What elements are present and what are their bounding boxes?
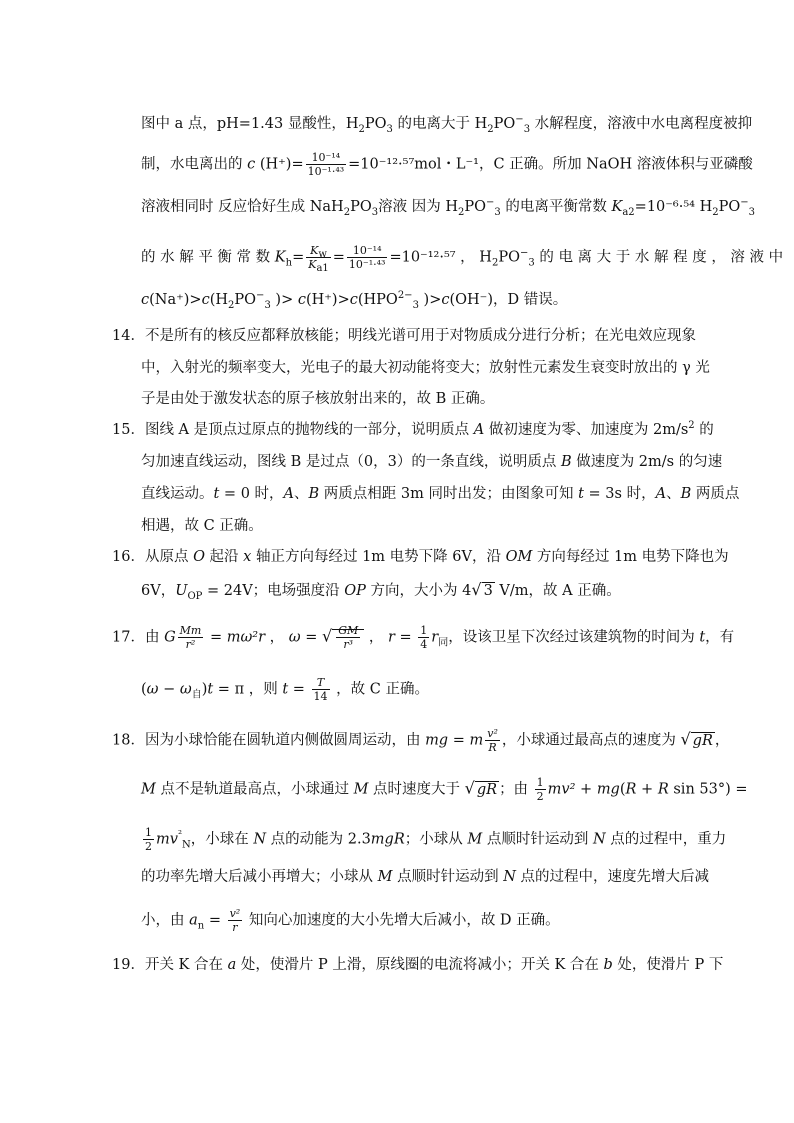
italic: M	[377, 869, 393, 885]
italic: c	[297, 292, 306, 308]
text: 制，水电离出的	[141, 156, 248, 173]
text: PO	[350, 199, 372, 215]
sub: a1	[316, 263, 329, 275]
sup: −	[515, 114, 524, 126]
p18-line-2	[141, 776, 748, 803]
text: (H⁺)=	[255, 156, 304, 173]
italic: K	[611, 199, 623, 215]
text: 点的动能为 2.3	[266, 831, 371, 848]
text: ，	[714, 732, 730, 749]
text: 小，由	[141, 912, 190, 929]
italic: K	[310, 244, 319, 257]
p17-line-2	[141, 676, 429, 703]
text: 的 电 离 大 于 水 解 程 度 ， 溶 液 中	[534, 249, 784, 266]
text: PO	[364, 116, 387, 132]
italic: a	[227, 957, 237, 973]
denominator: 14	[313, 690, 328, 703]
text: 、	[294, 486, 309, 502]
text: 处，使滑片 P 上滑，原线圈的电流将减小；开关 K 合在	[236, 957, 604, 973]
sub: 2	[228, 299, 235, 311]
text: 由	[144, 629, 165, 646]
italic: OP	[344, 583, 366, 599]
p15-line-3	[141, 484, 739, 504]
sub: 自	[191, 689, 202, 701]
italic: t	[699, 629, 706, 646]
text: 从原点	[144, 549, 194, 565]
italic: t	[207, 681, 214, 698]
text: = π ，则	[213, 681, 283, 698]
fraction	[306, 244, 331, 275]
italic: t	[213, 486, 220, 502]
p15-line-1	[112, 420, 714, 440]
text: PO	[464, 199, 487, 215]
text: ，有	[705, 629, 735, 646]
sub: 3	[386, 123, 393, 135]
italic: ω	[179, 681, 192, 698]
sup: 2	[688, 420, 695, 432]
italic: R	[625, 781, 637, 798]
text: =10⁻¹²·⁵⁷ ， H	[389, 249, 492, 266]
italic: b	[603, 957, 613, 973]
sup: −	[486, 197, 495, 209]
text: 点的过程中，速度先增大后减	[515, 869, 709, 885]
fraction	[336, 624, 360, 651]
italic: mg	[596, 781, 620, 798]
text: 、	[666, 486, 681, 502]
question-number: 19．	[112, 957, 145, 973]
sub: 2	[457, 206, 465, 218]
text: PO	[718, 199, 741, 215]
text: ，故 C 正确。	[331, 681, 429, 698]
sup: −	[256, 290, 265, 302]
italic: G	[164, 629, 176, 646]
numerator: v²	[487, 727, 498, 740]
text: 点顺时针运动到	[482, 831, 593, 848]
text: 开关 K 合在	[144, 957, 228, 973]
italic: r	[387, 629, 395, 646]
sub: 2	[491, 257, 499, 269]
numerator: 1	[536, 776, 544, 789]
italic: c	[441, 292, 450, 308]
text: 点的过程中，重力	[605, 831, 727, 848]
text: 起沿	[204, 549, 244, 565]
denominator: 10⁻¹·⁴³	[307, 165, 345, 178]
italic: U	[175, 583, 188, 599]
denominator: R	[488, 741, 497, 754]
text: = 24V；电场强度沿	[202, 583, 345, 599]
radicand: gR	[476, 781, 498, 798]
p13-line-5	[141, 290, 567, 310]
text: 点不是轨道最高点，小球通过	[155, 781, 354, 798]
numerator: GM	[338, 624, 359, 637]
p18-line-3	[141, 826, 726, 853]
sup: −	[740, 197, 749, 209]
italic: O	[193, 549, 205, 565]
italic: B	[308, 486, 320, 502]
text: (	[619, 781, 626, 798]
text: +	[636, 781, 658, 798]
text: 点时速度大于	[368, 781, 465, 798]
question-number: 16．	[112, 549, 145, 565]
text: 的功率先增大后减小再增大；小球从	[141, 869, 378, 885]
p13-line-2	[141, 151, 753, 178]
sub: w	[318, 249, 327, 261]
p14-line-2: 中，入射光的频率变大，光电子的最大初动能将变大；放射性元素发生衰变时放出的 γ 光	[141, 360, 710, 376]
sub: 3	[528, 257, 535, 269]
text: V/m，故 A 正确。	[494, 583, 621, 599]
fraction	[143, 826, 154, 853]
p16-line-1	[112, 547, 729, 567]
italic: mv²	[547, 781, 576, 798]
sub: 同	[438, 637, 449, 649]
text: ，小球通过最高点的速度为	[501, 732, 681, 749]
text: =	[332, 249, 345, 266]
fraction	[228, 907, 243, 934]
text: 图线 A 是顶点过原点的抛物线的一部分，说明质点	[144, 422, 474, 438]
denominator: 2	[536, 790, 544, 803]
sub: a2	[622, 206, 635, 218]
sup: ²	[177, 829, 182, 841]
text: =10⁻¹²·⁵⁷mol・L⁻¹，C 正确。所加 NaOH 溶液体积与亚磷酸	[348, 156, 753, 173]
p14-line-3: 子是由处于激发状态的原子核放射出来的，故 B 正确。	[141, 391, 495, 407]
sup: 2−	[397, 290, 413, 302]
numerator: Mm	[179, 624, 202, 637]
text: =	[204, 912, 226, 929]
question-number: 15．	[112, 422, 145, 438]
text: 的电离大于 H	[392, 116, 488, 132]
p13-line-1	[141, 114, 752, 134]
denominator: r³	[343, 638, 354, 651]
numerator: 10⁻¹⁴	[347, 244, 388, 258]
question-number: 18．	[112, 732, 145, 749]
text: )	[201, 681, 208, 698]
italic: A	[655, 486, 667, 502]
text: PO	[493, 116, 516, 132]
text: = 0 时，	[219, 486, 284, 502]
sub: n	[197, 920, 205, 932]
text: 的	[694, 422, 714, 438]
sub: 3	[494, 206, 501, 218]
sub: 3	[412, 299, 419, 311]
italic: N	[253, 831, 267, 848]
text: ，小球在	[190, 831, 254, 848]
fraction	[306, 151, 347, 178]
text: =	[288, 681, 310, 698]
text: 做速度为 2m/s 的匀速	[571, 454, 723, 470]
numerator: v²	[229, 907, 241, 920]
sqrt-sign: √	[464, 778, 475, 798]
text: =10⁻⁶·⁵⁴ H	[634, 199, 713, 215]
italic: A	[473, 422, 485, 438]
p19-line-1	[112, 955, 723, 975]
italic: mgR	[370, 831, 405, 848]
text: ；由	[499, 781, 533, 798]
p17-line-1	[112, 624, 734, 651]
sqrt-sign: √	[321, 626, 333, 646]
text: sin 53°) =	[668, 781, 748, 798]
p14-line-1	[112, 326, 696, 346]
fraction	[418, 624, 429, 651]
sqrt-sign: √	[680, 729, 691, 749]
text: =	[292, 249, 305, 266]
text: =	[300, 629, 322, 646]
text: 因为小球恰能在圆轨道内侧做圆周运动，由	[144, 732, 426, 749]
text: (	[141, 681, 147, 698]
italic: N	[592, 831, 606, 848]
p18-line-4	[141, 867, 709, 887]
sub: N	[181, 839, 191, 851]
text: 溶液相同时 反应恰好生成 NaH	[141, 199, 344, 215]
text: =	[205, 629, 227, 646]
question-number: 17．	[112, 629, 145, 646]
text: = 3s 时，	[583, 486, 656, 502]
italic: t	[578, 486, 584, 502]
text: 点顺时针运动到	[392, 869, 504, 885]
text: 溶液 因为 H	[378, 199, 458, 215]
sub: 3	[748, 206, 756, 218]
text: PO	[498, 249, 520, 266]
italic: A	[283, 486, 295, 502]
italic: B	[560, 454, 572, 470]
sqrt-sign: √	[471, 580, 482, 599]
text: (OH⁻)，D 错误。	[449, 292, 568, 308]
text: 两质点	[691, 486, 740, 502]
italic: R	[657, 781, 669, 798]
italic: c	[349, 292, 358, 308]
numerator: 1	[420, 624, 428, 637]
italic: c	[247, 156, 256, 173]
text: 方向，大小为 4	[365, 583, 472, 599]
sub: h	[285, 257, 293, 269]
numerator: T	[312, 676, 330, 690]
italic: c	[201, 292, 210, 308]
text: ，	[364, 629, 388, 646]
fraction	[178, 624, 204, 651]
text: (HPO	[357, 292, 398, 308]
text: 不是所有的核反应都释放核能；明线光谱可用于对物质成分进行分析；在光电效应现象	[144, 328, 696, 344]
text: 6V，	[141, 583, 176, 599]
sub: 2	[712, 206, 719, 218]
text: PO	[234, 292, 257, 308]
text: 的电离平衡常数	[500, 199, 612, 215]
italic: ω	[146, 681, 159, 698]
text: −	[158, 681, 180, 698]
sub: 2	[343, 206, 351, 218]
italic: mg	[425, 732, 449, 749]
sub: 3	[264, 299, 271, 311]
text: 方向每经过 1m 电势下降也为	[532, 549, 729, 565]
text: 做初速度为零、加速度为 2m/s	[484, 422, 689, 438]
text: 知向心加速度的大小先增大后减小，故 D 正确。	[244, 912, 560, 929]
text: 直线运动。	[141, 486, 214, 502]
sub: 3	[523, 123, 531, 135]
numerator: 10⁻¹⁴	[306, 151, 347, 165]
denominator: 10⁻¹·⁴³	[348, 258, 386, 271]
p13-line-3	[141, 197, 755, 217]
denominator: r	[232, 921, 238, 934]
italic: ω	[288, 629, 301, 646]
p18-line-1	[112, 727, 729, 754]
italic: r	[431, 629, 439, 646]
text: 水解程度，溶液中水电离程度被抑	[530, 116, 753, 132]
text: 两质点相距 3m 同时出发；由图象可知	[319, 486, 579, 502]
fraction	[535, 776, 546, 803]
radicand: gR	[692, 732, 713, 749]
numerator	[306, 244, 331, 261]
fraction	[347, 244, 388, 271]
text: 的 水 解 平 衡 常 数	[141, 249, 275, 266]
text: ；小球从	[404, 831, 468, 848]
text: =	[394, 629, 417, 646]
fraction	[485, 727, 500, 754]
text: )>	[418, 292, 442, 308]
italic: K	[274, 249, 286, 266]
text: (H	[209, 292, 229, 308]
p15-line-4: 相遇，故 C 正确。	[141, 518, 263, 534]
text: 匀加速直线运动，图线 B 是过点（0，3）的一条直线，说明质点	[141, 454, 561, 470]
text: 处，使滑片 P 下	[612, 957, 724, 973]
text: ，设该卫星下次经过该建筑物的时间为	[448, 629, 700, 646]
sub: 3	[371, 206, 379, 218]
radicand	[332, 624, 364, 651]
p15-line-2	[141, 452, 722, 472]
italic: M	[467, 831, 483, 848]
italic: M	[141, 781, 156, 798]
sup: −	[519, 247, 529, 259]
italic: mω²r	[226, 629, 266, 646]
numerator: 1	[145, 826, 152, 839]
italic: c	[141, 292, 150, 308]
text: 图中 a 点，pH=1.43 显酸性，H	[141, 116, 359, 132]
italic: M	[353, 781, 369, 798]
radicand: 3	[483, 583, 493, 599]
italic: t	[282, 681, 289, 698]
italic: x	[243, 549, 252, 565]
italic: N	[503, 869, 516, 885]
italic: OM	[505, 549, 533, 565]
italic: mv	[156, 831, 178, 848]
text: +	[575, 781, 597, 798]
denominator	[306, 258, 331, 275]
italic: a	[189, 912, 198, 929]
text: 轴正方向每经过 1m 电势下降 6V，沿	[251, 549, 506, 565]
italic: m	[469, 732, 484, 749]
denominator: 2	[145, 840, 152, 853]
italic: K	[308, 258, 317, 271]
text: (H⁺)>	[305, 292, 350, 308]
denominator: 4	[420, 638, 428, 651]
p16-line-2	[141, 580, 621, 601]
fraction	[312, 676, 330, 703]
p18-line-5	[141, 907, 560, 934]
text: (Na⁺)>	[149, 292, 202, 308]
text: =	[448, 732, 470, 749]
sub: OP	[187, 590, 203, 602]
question-number: 14．	[112, 328, 145, 344]
sub: 2	[487, 123, 494, 135]
text: ，	[265, 629, 289, 646]
sub: 2	[358, 123, 365, 135]
denominator: r²	[185, 638, 196, 651]
text: )>	[270, 292, 298, 308]
italic: B	[680, 486, 692, 502]
p13-line-4	[141, 244, 784, 275]
